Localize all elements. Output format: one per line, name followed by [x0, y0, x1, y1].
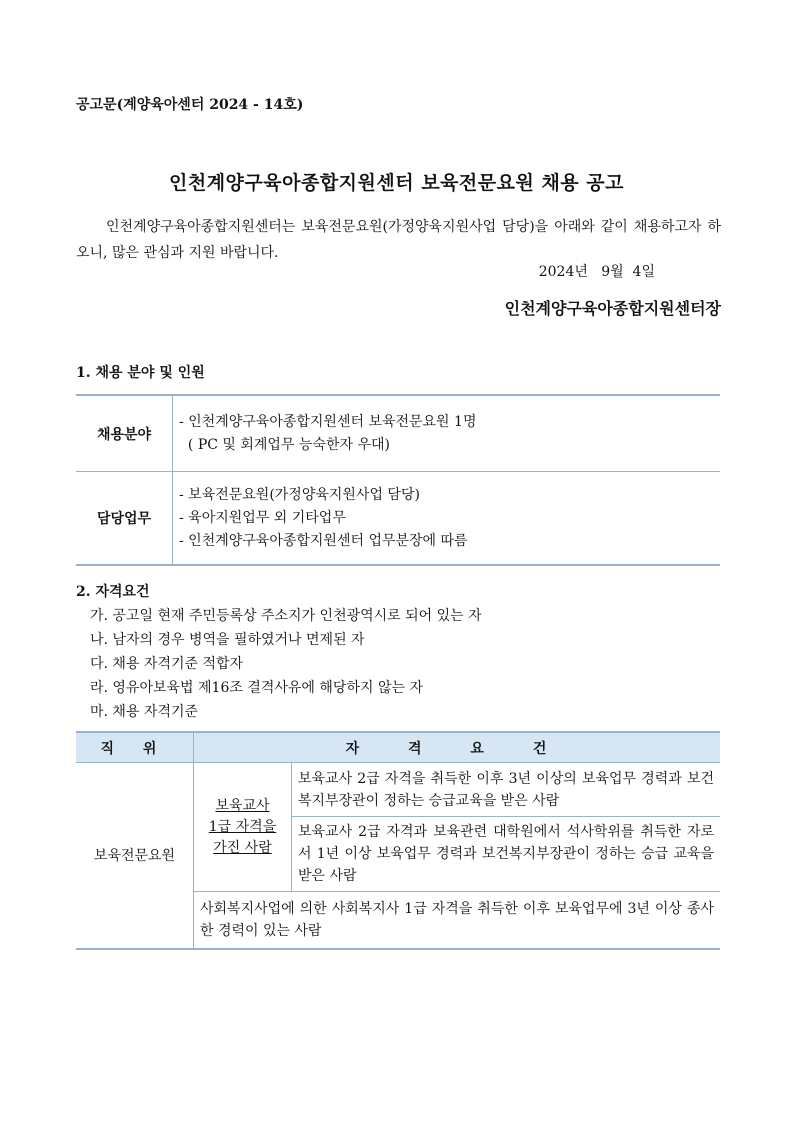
- position-cell: 보육전문요원: [76, 763, 194, 949]
- sub-label-line: 가진 사람: [213, 839, 272, 856]
- recruitment-table: [76, 394, 720, 566]
- notice-number: 공고문(계양육아센터 2024 - 14호): [76, 97, 304, 113]
- header-requirements: 자 격 요 건: [194, 732, 721, 763]
- row-body: [173, 472, 721, 566]
- qualification-list: [90, 604, 482, 724]
- list-item: 마. 채용 자격기준: [90, 704, 199, 720]
- requirement-cell: 보육교사 2급 자격을 취득한 이후 3년 이상의 보육업무 경력과 보건복지부장관이 정하는 승급교육을 받은 사람: [292, 763, 721, 817]
- list-item: 가. 공고일 현재 주민등록상 주소지가 인천광역시로 되어 있는 자: [90, 608, 482, 624]
- section1-heading: 1. 채용 분야 및 인원: [76, 365, 205, 381]
- qualification-table: [76, 731, 720, 950]
- list-item: 라. 영유아보육법 제16조 결격사유에 해당하지 않는 자: [90, 680, 423, 696]
- list-item: 다. 채용 자격기준 적합자: [90, 656, 244, 672]
- notice-date: 2024년 9월 4일: [538, 264, 655, 280]
- row-label: 담당업무: [76, 472, 173, 566]
- table-row: [76, 472, 720, 566]
- table-row: [76, 395, 720, 472]
- row-body: [173, 395, 721, 472]
- row-line: ( PC 및 회계업무 능숙한자 우대): [179, 436, 390, 453]
- sub-label-line: 1급 자격을: [208, 818, 277, 835]
- sub-label-line: 보육교사: [215, 797, 270, 814]
- intro-paragraph: [76, 214, 721, 266]
- requirement-cell: 보육교사 2급 자격과 보육관련 대학원에서 석사학위를 취득한 자로서 1년 이상 보육업무 경력과 보건복지부장관이 정하는 승급 교육을 받은 사람: [292, 817, 721, 892]
- row-line: - 육아지원업무 외 기타업무: [179, 509, 346, 526]
- section2-heading: 2. 자격요건: [76, 584, 150, 600]
- row-line: - 인천계양구육아종합지원센터 업무분장에 따름: [179, 532, 468, 549]
- intro-text: 인천계양구육아종합지원센터는 보육전문요원(가정양육지원사업 담당)을 아래와 같이 채용하고자 하오니, 많은 관심과 지원 바랍니다.: [76, 219, 721, 261]
- header-position: 직 위: [76, 732, 194, 763]
- row-label: 채용분야: [76, 395, 173, 472]
- table-row: [76, 763, 720, 817]
- list-item: 나. 남자의 경우 병역을 필하였거나 면제된 자: [90, 632, 365, 648]
- signer: 인천계양구육아종합지원센터장: [504, 299, 721, 318]
- sub-label-cell: [194, 763, 292, 892]
- row-line: - 보육전문요원(가정양육지원사업 담당): [179, 486, 420, 503]
- requirement-cell: 사회복지사업에 의한 사회복지사 1급 자격을 취득한 이후 보육업무에 3년 이상 종사한 경력이 있는 사람: [194, 892, 721, 949]
- table-header-row: [76, 732, 720, 763]
- row-line: - 인천계양구육아종합지원센터 보육전문요원 1명: [179, 413, 477, 430]
- page-title: 인천계양구육아종합지원센터 보육전문요원 채용 공고: [169, 172, 624, 194]
